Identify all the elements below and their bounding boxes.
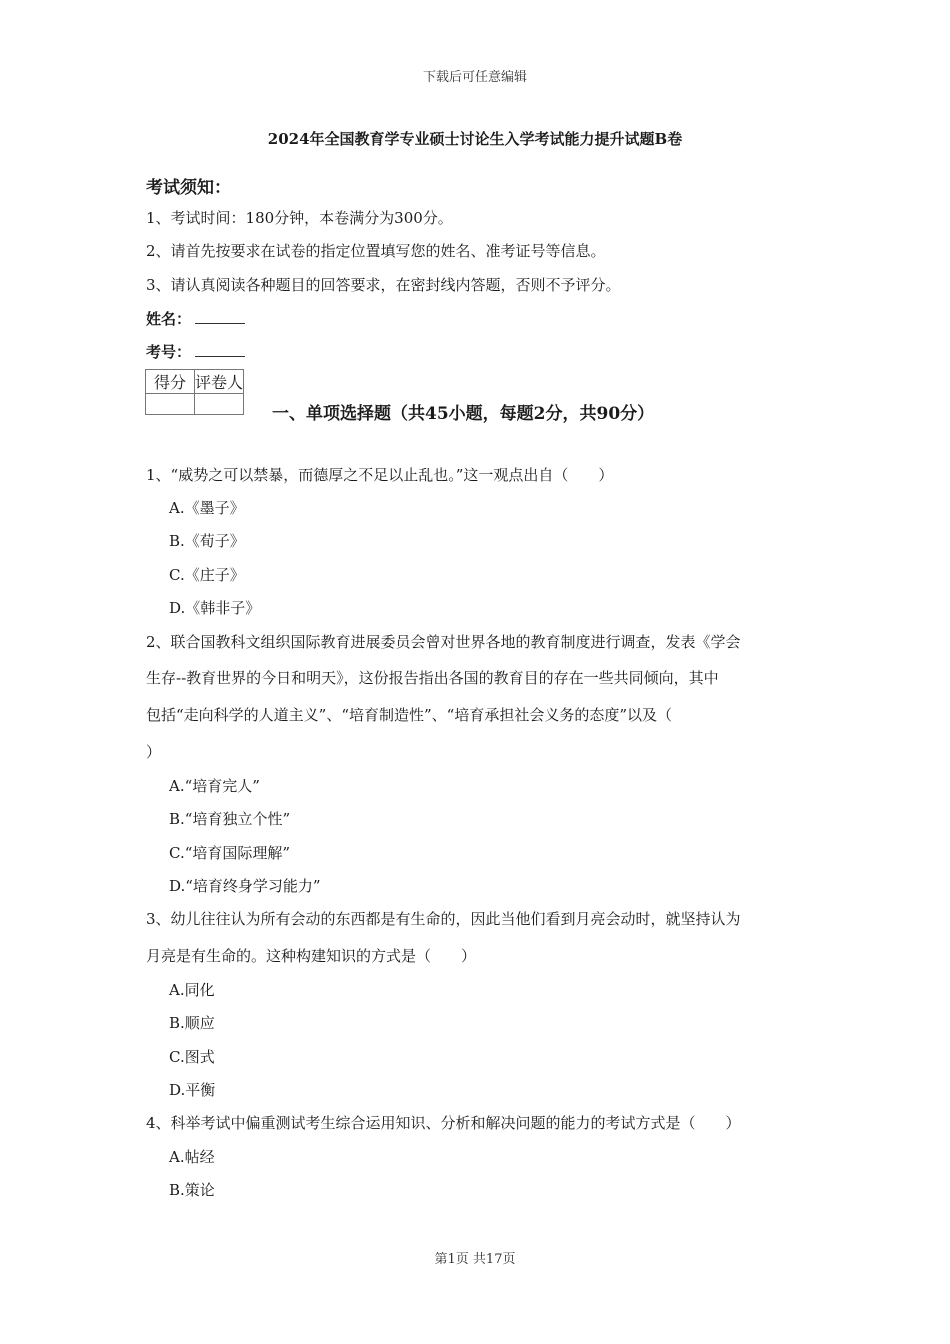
- score-cell[interactable]: [146, 394, 195, 415]
- question-3-option-a: A.同化: [169, 981, 215, 999]
- id-label: 考号：: [146, 343, 192, 361]
- question-2-text: ）: [146, 743, 162, 761]
- question-2-option-d: D.“培育终身学习能力”: [169, 877, 321, 895]
- section-title: 一、单项选择题（共45小题，每题2分，共90分）: [272, 404, 655, 424]
- name-field: [146, 308, 245, 329]
- question-2-text: 2、联合国教科文组织国际教育进展委员会曾对世界各地的教育制度进行调查，发表《学会: [146, 633, 741, 651]
- question-1-option-a: A.《墨子》: [169, 499, 245, 517]
- question-3-text: 3、幼儿往往认为所有会动的东西都是有生命的，因此当他们看到月亮会动时，就坚持认为: [146, 910, 741, 928]
- question-3-option-d: D.平衡: [169, 1081, 216, 1099]
- notice-item: 1、考试时间：180分钟，本卷满分为300分。: [146, 209, 453, 227]
- id-blank[interactable]: [195, 342, 245, 357]
- question-1-option-b: B.《荀子》: [169, 532, 245, 550]
- score-header: 得分: [146, 370, 195, 394]
- question-2-option-c: C.“培育国际理解”: [169, 844, 291, 862]
- notice-item: 2、请首先按要求在试卷的指定位置填写您的姓名、准考证号等信息。: [146, 242, 606, 260]
- question-1-text: 1、“威势之可以禁暴，而德厚之不足以止乱也。”这一观点出自（ ）: [146, 466, 614, 484]
- name-blank[interactable]: [195, 309, 245, 324]
- question-2-text: 生存--教育世界的今日和明天》，这份报告指出各国的教育目的存在一些共同倾向，其中: [146, 669, 719, 687]
- page-footer: 第1页 共17页: [434, 1252, 516, 1267]
- grader-cell[interactable]: [195, 394, 244, 415]
- question-2-option-a: A.“培育完人”: [169, 777, 260, 795]
- question-3-option-c: C.图式: [169, 1048, 215, 1066]
- notice-item: 3、请认真阅读各种题目的回答要求，在密封线内答题，否则不予评分。: [146, 276, 621, 294]
- question-1-option-c: C.《庄子》: [169, 566, 245, 584]
- score-table: [145, 369, 244, 415]
- question-4-option-b: B.策论: [169, 1181, 215, 1199]
- question-2-text: 包括“走向科学的人道主义”、“培育制造性”、“培育承担社会义务的态度”以及（: [146, 706, 673, 724]
- page-header: 下载后可任意编辑: [422, 70, 527, 85]
- question-4-text: 4、科举考试中偏重测试考生综合运用知识、分析和解决问题的能力的考试方式是（ ）: [146, 1114, 741, 1132]
- question-4-option-a: A.帖经: [169, 1148, 215, 1166]
- question-3-option-b: B.顺应: [169, 1014, 215, 1032]
- grader-header: 评卷人: [195, 370, 244, 394]
- exam-title: 2024年全国教育学专业硕士讨论生入学考试能力提升试题B卷: [267, 130, 683, 148]
- question-3-text: 月亮是有生命的。这种构建知识的方式是（ ）: [146, 947, 477, 965]
- question-1-option-d: D.《韩非子》: [169, 599, 261, 617]
- question-2-option-b: B.“培育独立个性”: [169, 810, 291, 828]
- id-field: [146, 341, 245, 362]
- notice-heading: 考试须知：: [146, 178, 231, 198]
- name-label: 姓名：: [146, 310, 192, 328]
